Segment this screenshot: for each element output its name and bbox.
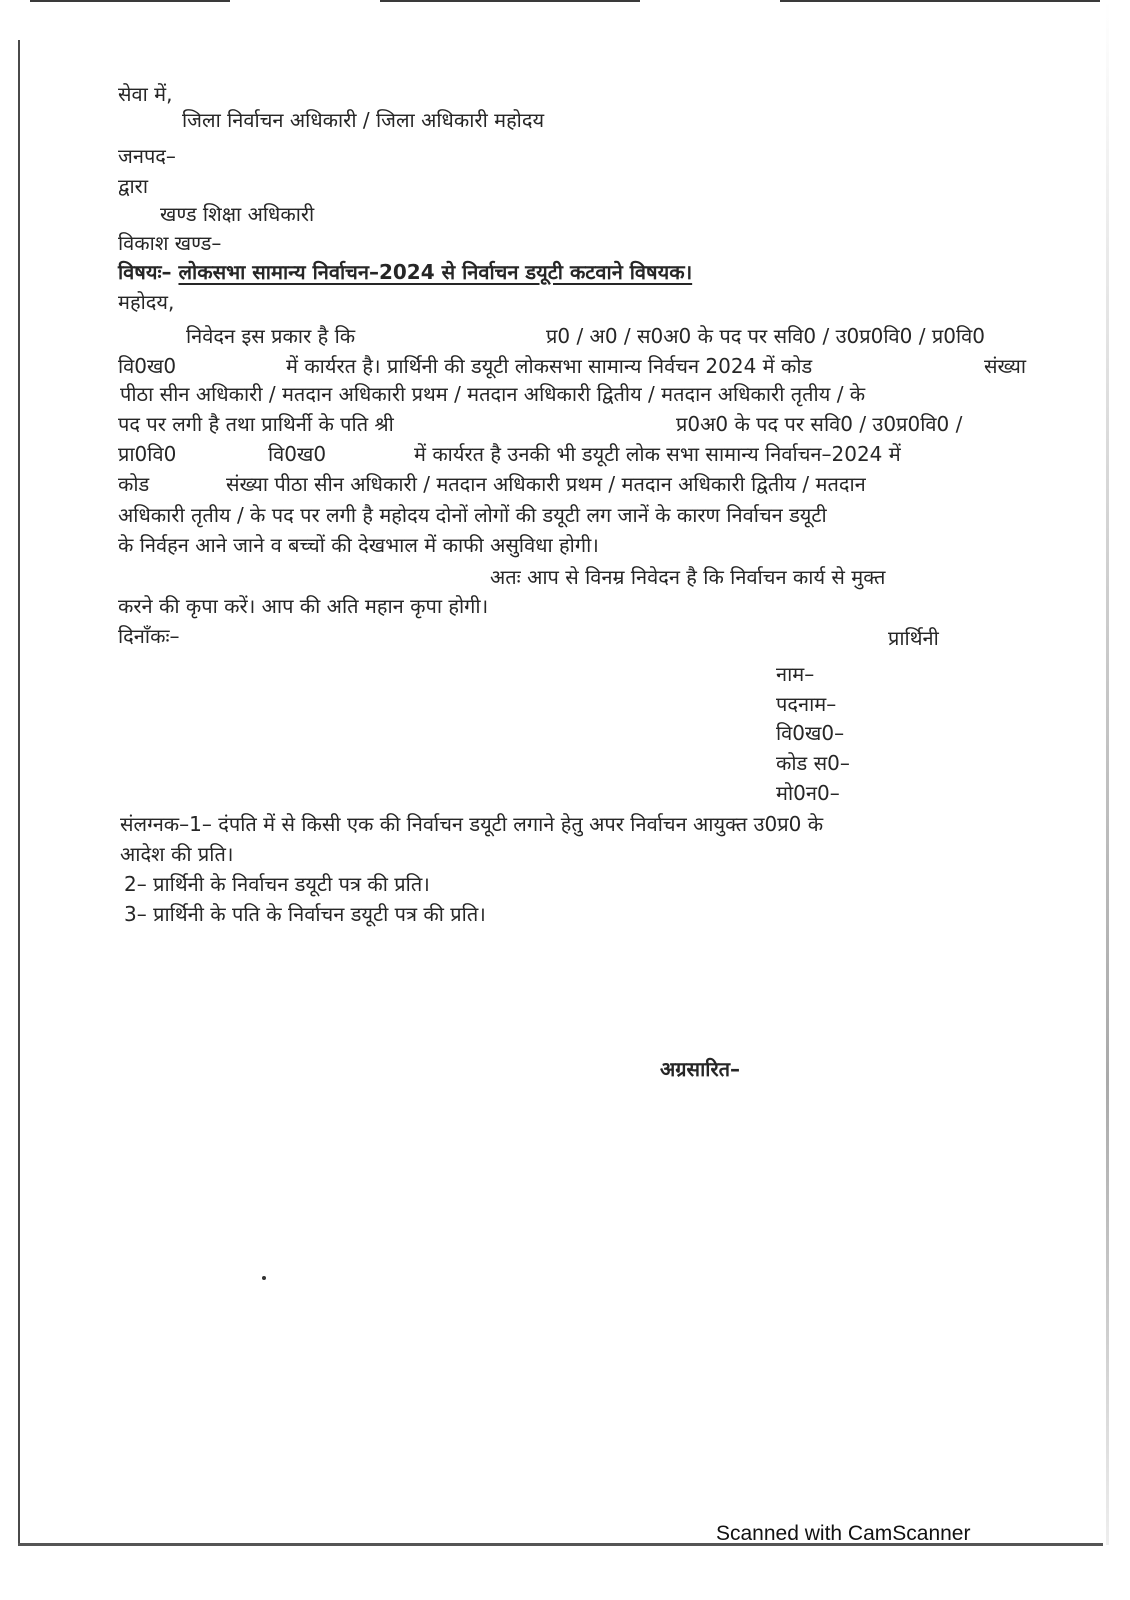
camscanner-watermark: Scanned with CamScanner xyxy=(716,1522,971,1545)
body-line-2b: में कार्यरत है। प्रार्थिनी की डयूटी लोकसभा सामान्य निर्वचन 2024 में कोड xyxy=(286,354,813,378)
address-to: सेवा में, xyxy=(118,82,173,106)
body-line-5b: वि0ख0 xyxy=(268,442,327,466)
signature-mobile: मो0न0– xyxy=(776,781,840,805)
signature-designation: पदनाम– xyxy=(776,692,837,716)
body-line-6a: कोड xyxy=(118,472,150,496)
address-through: द्वारा xyxy=(118,174,149,198)
address-block: विकाश खण्ड– xyxy=(118,231,222,255)
scan-left-edge xyxy=(18,40,20,1545)
body-line-3 xyxy=(120,380,1032,408)
subject-text: लोकसभा सामान्य निर्वाचन–2024 से निर्वाचन डयूटी कटवाने विषयक। xyxy=(178,260,693,284)
body-line-7: अधिकारी तृतीय / के पद पर लगी है महोदय दोनों लोगों की डयूटी लग जानें के कारण निर्वाचन डयूटी xyxy=(118,503,827,527)
body-line-3-text: पीठा सीन अधिकारी / मतदान अधिकारी प्रथम / मतदान अधिकारी द्वितीय / मतदान अधिकारी तृतीय / के xyxy=(120,382,866,406)
enclosure-1a: संलग्नक–1– दंपति में से किसी एक की निर्वाचन डयूटी लगाने हेतु अपर निर्वाचन आयुक्त उ0प्र0 के xyxy=(120,812,824,836)
body-line-1a: निवेदन इस प्रकार है कि xyxy=(186,324,356,348)
scan-speck xyxy=(262,1276,266,1280)
address-officer: जिला निर्वाचन अधिकारी / जिला अधिकारी महोदय xyxy=(182,108,545,132)
subject-label: विषयः– xyxy=(118,260,172,284)
scan-top-edge xyxy=(0,0,1130,4)
body-line-6b: संख्या पीठा सीन अधिकारी / मतदान अधिकारी प्रथम / मतदान अधिकारी द्वितीय / मतदान xyxy=(226,472,866,496)
forwarded-label: अग्रसारित– xyxy=(660,1057,741,1081)
body-line-10: करने की कृपा करें। आप की अति महान कृपा होगी। xyxy=(118,594,489,618)
enclosure-1b: आदेश की प्रति। xyxy=(120,842,234,866)
subject-line xyxy=(118,258,692,286)
body-line-1b: प्र0 / अ0 / स0अ0 के पद पर सवि0 / उ0प्र0वि0 / प्र0वि0 xyxy=(546,324,985,348)
enclosure-3: 3– प्रार्थिनी के पति के निर्वाचन डयूटी पत्र की प्रति। xyxy=(124,902,486,926)
scan-right-edge xyxy=(1106,0,1109,1545)
signature-block: वि0ख0– xyxy=(776,721,845,745)
address-district: जनपद– xyxy=(118,144,176,168)
address-bso: खण्ड शिक्षा अधिकारी xyxy=(160,202,315,226)
salutation: महोदय, xyxy=(118,290,175,314)
applicant-label: प्रार्थिनी xyxy=(888,626,939,650)
signature-code: कोड स0– xyxy=(776,751,850,775)
date-label: दिनाँकः– xyxy=(118,624,180,648)
body-line-5c: में कार्यरत है उनकी भी डयूटी लोक सभा सामान्य निर्वाचन–2024 में xyxy=(414,442,901,466)
body-line-5a: प्रा0वि0 xyxy=(118,442,177,466)
body-line-2a: वि0ख0 xyxy=(118,354,177,378)
body-line-8: के निर्वहन आने जाने व बच्चों की देखभाल में काफी असुविधा होगी। xyxy=(118,533,599,557)
body-line-9: अतः आप से विनम्र निवेदन है कि निर्वाचन कार्य से मुक्त xyxy=(490,565,886,589)
signature-name: नाम– xyxy=(776,662,815,686)
body-line-2c: संख्या xyxy=(984,354,1026,378)
enclosure-2: 2– प्रार्थिनी के निर्वाचन डयूटी पत्र की प्रति। xyxy=(124,872,430,896)
body-line-4a: पद पर लगी है तथा प्राथिर्नी के पति श्री xyxy=(118,412,394,436)
body-line-4b: प्र0अ0 के पद पर सवि0 / उ0प्र0वि0 / xyxy=(676,412,963,436)
